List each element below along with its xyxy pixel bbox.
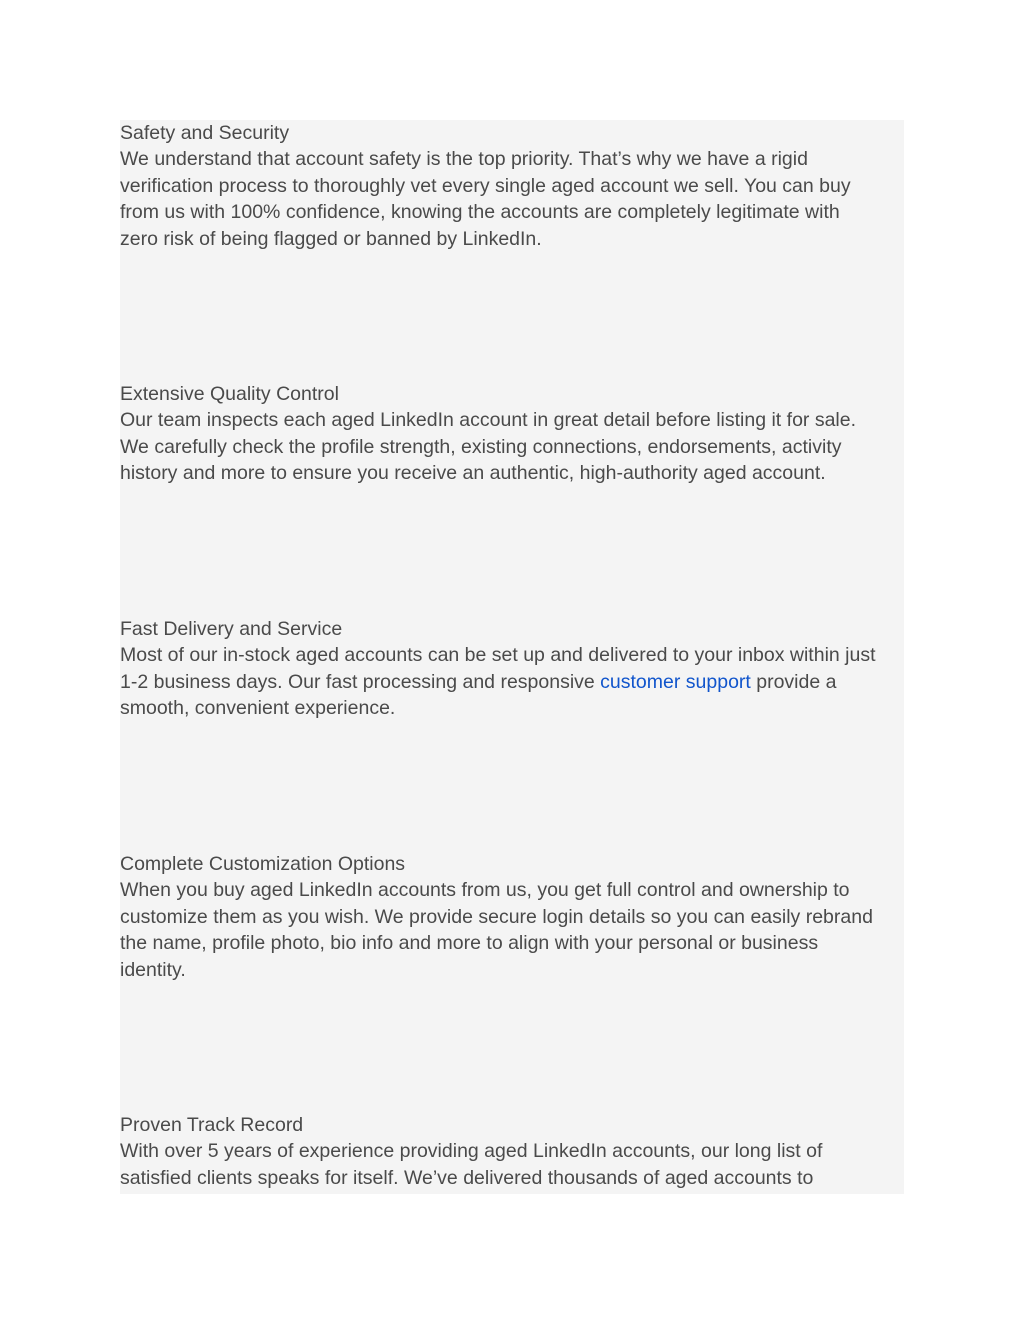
paragraph-line: satisfied clients speaks for itself. We’ve delivered thousands of aged accounts to [120, 1166, 814, 1189]
paragraph-line: We carefully check the profile strength, existing connections, endorsements, activity [120, 435, 842, 458]
paragraph-line: smooth, convenient experience. [120, 697, 396, 720]
paragraph-line: With over 5 years of experience providing aged LinkedIn accounts, our long list of [120, 1140, 823, 1163]
paragraph-line: identity. [120, 958, 186, 981]
section-extensive-quality-control [120, 381, 904, 487]
paragraph-line [120, 669, 904, 695]
section-proven-track-record [120, 1112, 904, 1191]
paragraph-line: verification process to thoroughly vet every single aged account we sell. You can buy [120, 174, 851, 197]
line-text: provide a [750, 670, 837, 693]
paragraph-line: Our team inspects each aged LinkedIn account in great detail before listing it for sale. [120, 409, 857, 432]
line-text: 1-2 business days. Our fast processing and responsive [120, 670, 601, 693]
paragraph-line: the name, profile photo, bio info and more to align with your personal or business [120, 932, 819, 955]
paragraph-line: customize them as you wish. We provide secure login details so you can easily rebrand [120, 905, 873, 928]
section-safety-and-security [120, 120, 904, 252]
section-fast-delivery-and-service [120, 616, 904, 722]
paragraph-line: When you buy aged LinkedIn accounts from us, you get full control and ownership to [120, 879, 850, 902]
section-heading: Safety and Security [120, 122, 290, 144]
paragraph-line: from us with 100% confidence, knowing the accounts are completely legitimate with [120, 201, 840, 224]
section-heading: Fast Delivery and Service [120, 618, 343, 640]
customer-support-link[interactable]: customer support [600, 670, 751, 693]
paragraph-line: zero risk of being flagged or banned by LinkedIn. [120, 227, 542, 250]
section-heading: Proven Track Record [120, 1114, 304, 1136]
content-panel [120, 120, 904, 1194]
paragraph-line: history and more to ensure you receive an authentic, high-authority aged account. [120, 462, 826, 485]
paragraph-line: We understand that account safety is the top priority. That’s why we have a rigid [120, 148, 808, 171]
section-heading: Extensive Quality Control [120, 383, 339, 405]
section-complete-customization-options [120, 851, 904, 983]
paragraph-line: Most of our in-stock aged accounts can be set up and delivered to your inbox within just [120, 644, 876, 667]
section-heading: Complete Customization Options [120, 853, 406, 875]
